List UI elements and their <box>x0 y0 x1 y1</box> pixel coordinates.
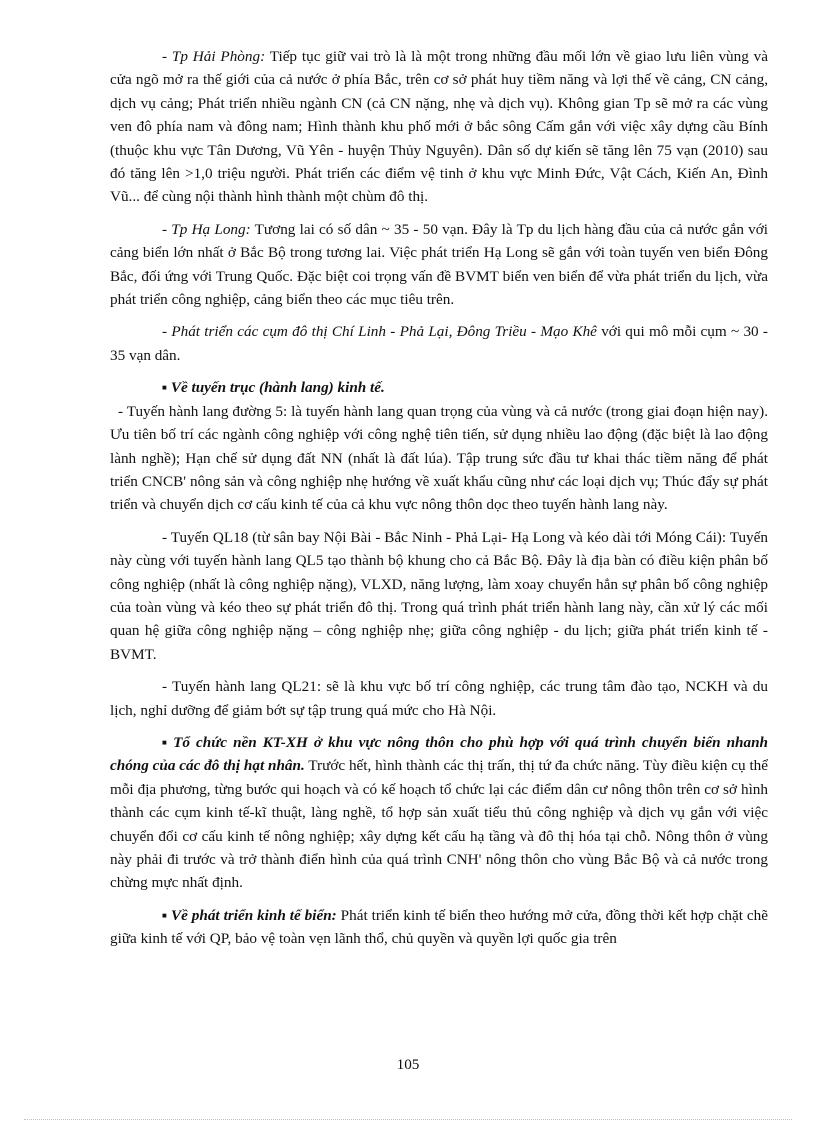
page-number: 105 <box>396 1056 420 1073</box>
paragraph-lead: - Tp Hải Phòng: <box>162 48 266 65</box>
paragraph-marine-economy <box>110 904 768 951</box>
paragraph-corridor-ql21 <box>110 675 768 722</box>
paragraph-ha-long <box>110 218 768 312</box>
paragraph-rural-economy <box>110 731 768 895</box>
section-heading-economic-corridors <box>110 376 768 399</box>
paragraph-text: Trước hết, hình thành các thị trấn, thị tứ đa chức năng. Tùy điều kiện cụ thể mỗi địa phương, từng bước qui hoạch và có kế hoạch tổ chức lại các điểm dân cư nông thôn trên cơ sở hình thành các cụm kinh tế-kĩ thuật, làng nghề, tổ hợp sản xuất tiểu thủ công nghiệp và dịch vụ gắn với việc chuyển đổi cơ cấu kinh tế nông nghiệp; xây dựng kết cấu hạ tầng và đô thị hóa tại chỗ. Nông thôn ở vùng này phải đi trước và trở thành điển hình của quá trình CNH' nông thôn cho vùng Bắc Bộ và cả nước trong chừng mực nhất định. <box>110 757 769 892</box>
paragraph-text: Tương lai có số dân ~ 35 - 50 vạn. Đây là Tp du lịch hàng đầu của cả nước gắn với cảng biển lớn nhất ở Bắc Bộ trong tương lai. Việc phát triển Hạ Long sẽ gắn với toàn tuyến ven biển Đông Bắc, đối ứng với Trung Quốc. Đặc biệt coi trọng vấn đề BVMT biển ven biển để vừa phát triển du lịch, vừa phát triển công nghiệp, cảng biển theo các mục tiêu trên. <box>110 220 768 309</box>
paragraph-text: - Tuyến hành lang QL21: sẽ là khu vực bố trí công nghiệp, các trung tâm đào tạo, NCKH và du lịch, nghỉ dưỡng để giảm bớt sự tập trung quá mức cho Hà Nội. <box>110 678 768 719</box>
paragraph-corridor-route-5 <box>110 400 768 517</box>
paragraph-lead: - Tp Hạ Long: <box>162 220 251 238</box>
paragraph-text: Tiếp tục giữ vai trò là là một trong những đầu mối lớn về giao lưu liên vùng và cửa ngõ mở ra thế giới của cả nước ở phía Bắc, trên cơ sở phát huy tiềm năng và lợi thế về cảng, CN cảng, dịch vụ cảng; Phát triển nhiều ngành CN (cả CN nặng, nhẹ và dịch vụ). Không gian Tp sẽ mở ra các vùng ven đô phía nam và đông nam; Hình thành khu phố mới ở bắc sông Cấm gắn với việc xây dựng cầu Bính (thuộc khu vực Tân Dương, Vũ Yên - huyện Thủy Nguyên). Dân số dự kiến sẽ tăng lên 75 vạn (2010) sau đó tăng lên >1,0 triệu người. Phát triển các điểm vệ tinh ở khu vực Minh Đức, Vật Cách, Kiến An, Đình Vũ... để cùng nội thành hình thành một chùm đô thị. <box>110 48 769 206</box>
square-bullet-icon: ■ <box>162 910 167 920</box>
paragraph-text: với qui mô mỗi cụm ~ 30 - 35 vạn dân. <box>110 323 768 364</box>
paragraph-corridor-ql18 <box>110 526 768 666</box>
body-text <box>110 45 768 951</box>
paragraph-hai-phong <box>110 45 768 209</box>
paragraph-lead: Tổ chức nền KT-XH ở khu vực nông thôn cho phù hợp với quá trình chuyển biến nhanh chóng của các đô thị hạt nhân. <box>110 733 768 775</box>
paragraph-text: - Tuyến QL18 (từ sân bay Nội Bài - Bắc Ninh - Phả Lại- Hạ Long và kéo dài tới Móng Cái): Tuyến này cùng với tuyến hành lang QL5 tạo thành bộ khung cho cả Bắc Bộ. Đây là địa bàn có điều kiện phân bố công nghiệp (nhất là công nghiệp nặng), VLXD, năng lượng, làm xoay chuyển hẳn sự phân bố công nghiệp của toàn vùng và kéo theo sự phát triển đô thị. Trong quá trình phát triển hành lang này, cần xử lý các mối quan hệ giữa công nghiệp nặng – công nghiệp nhẹ; giữa công nghiệp - du lịch; giữa phát triển kinh tế - BVMT. <box>110 528 768 663</box>
paragraph-text: - Tuyến hành lang đường 5: là tuyến hành lang quan trọng của vùng và cả nước (trong giai đoạn hiện nay). Ưu tiên bố trí các ngành công nghiệp với công nghệ tiên tiến, sử dụng nhiều lao động (đặc biệt là lao động lành nghề); Hạn chế sử dụng đất NN (nhất là đất lúa). Tập trung sức đầu tư khai thác tiềm năng để phát triển CNCB' nông sản và công nghiệp nhẹ hướng về xuất khẩu cũng như các loại dịch vụ; Thúc đẩy sự phát triển và chuyển dịch cơ cấu kinh tế của cả khu vực nông thôn dọc theo tuyến hành lang này. <box>110 402 768 514</box>
square-bullet-icon: ■ <box>162 737 170 747</box>
page-bottom-divider <box>24 1119 792 1120</box>
paragraph-urban-clusters <box>110 320 768 367</box>
paragraph-lead: Về phát triển kinh tế biển: <box>170 906 337 924</box>
paragraph-text: Phát triển kinh tế biển theo hướng mở cửa, đồng thời kết hợp chặt chẽ giữa kinh tế với QP, bảo vệ toàn vẹn lãnh thổ, chủ quyền và quyền lợi quốc gia trên <box>110 906 768 948</box>
square-bullet-icon: ■ <box>162 383 167 393</box>
section-heading-text: Về tuyến trục (hành lang) kinh tế. <box>170 379 385 397</box>
paragraph-lead: - Phát triển các cụm đô thị Chí Linh - Phả Lại, Đông Triều - Mạo Khê <box>162 323 597 341</box>
